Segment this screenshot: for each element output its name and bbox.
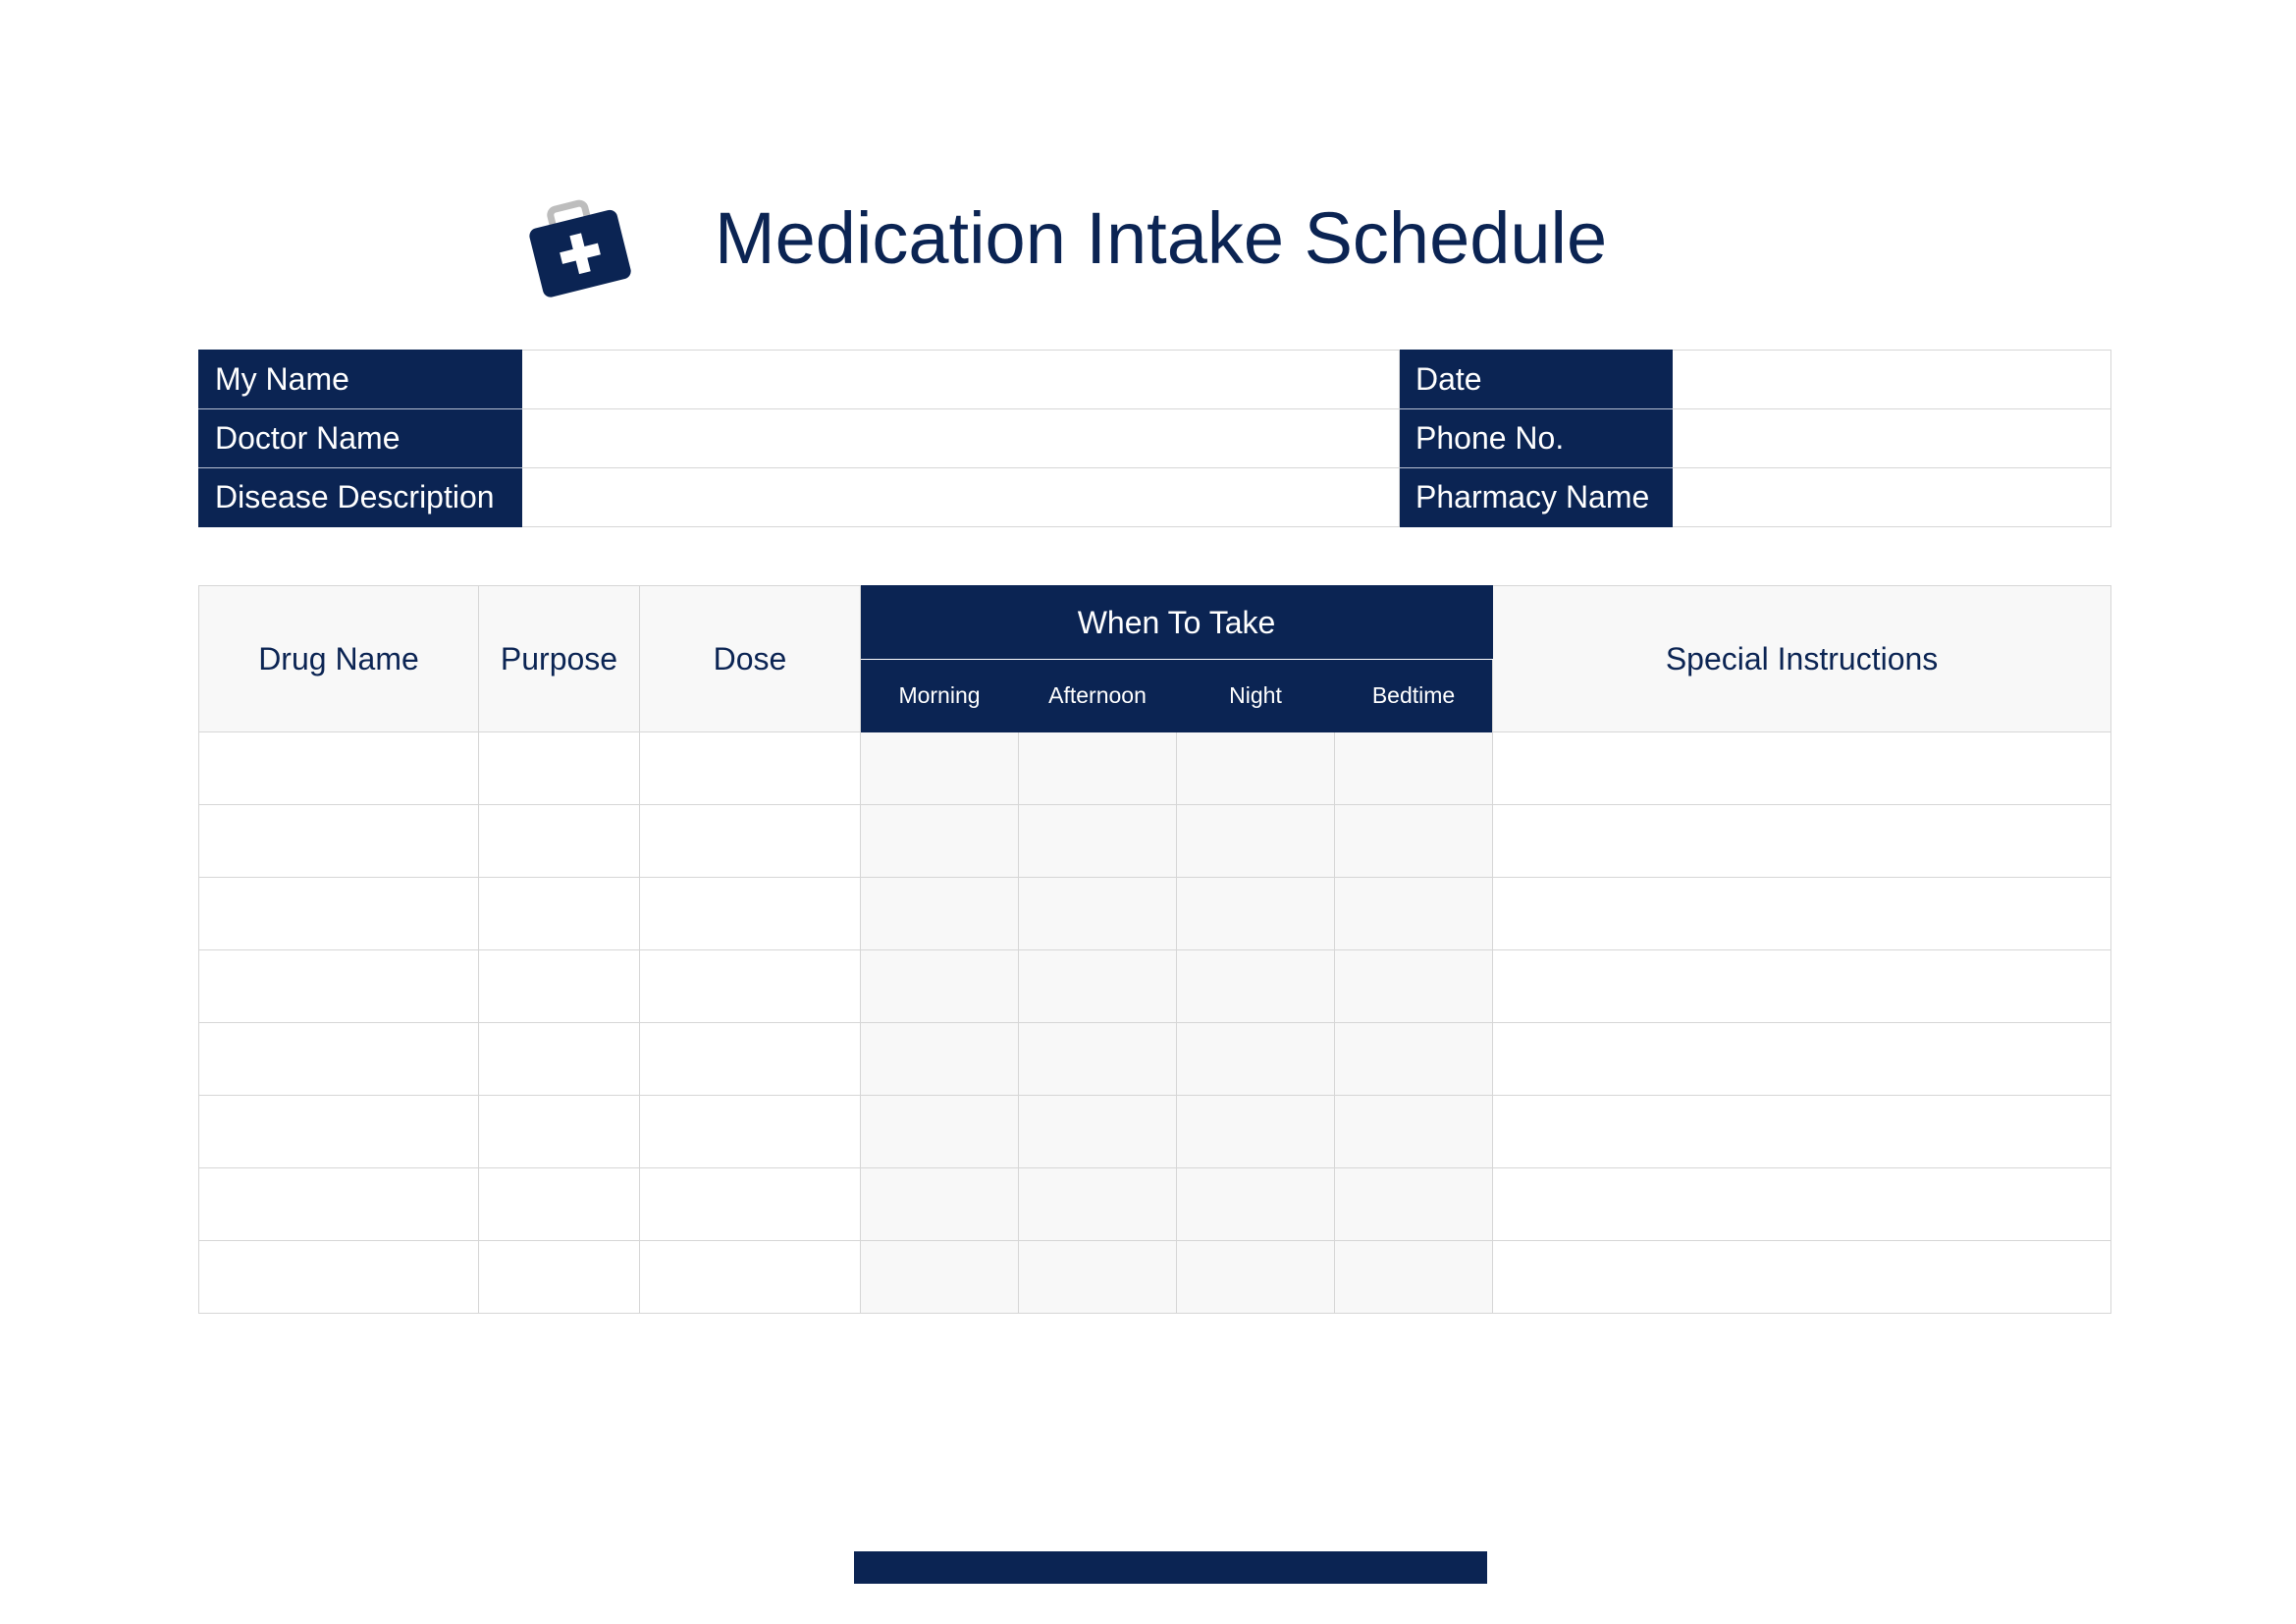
drug-name-cell[interactable] <box>199 805 479 878</box>
medication-schedule-table <box>198 585 2111 1314</box>
bedtime-cell[interactable] <box>1335 1241 1493 1314</box>
afternoon-cell[interactable] <box>1019 1241 1177 1314</box>
dose-cell[interactable] <box>640 950 861 1023</box>
morning-cell[interactable] <box>861 1168 1019 1241</box>
bedtime-cell[interactable] <box>1335 1096 1493 1168</box>
dose-header: Dose <box>640 586 861 732</box>
morning-cell[interactable] <box>861 805 1019 878</box>
table-row <box>199 878 2111 950</box>
drug-name-cell[interactable] <box>199 1241 479 1314</box>
table-row <box>199 1241 2111 1314</box>
doctor-name-label: Doctor Name <box>199 409 522 468</box>
phone-label: Phone No. <box>1400 409 1673 468</box>
dose-cell[interactable] <box>640 1241 861 1314</box>
purpose-cell[interactable] <box>479 732 640 805</box>
afternoon-cell[interactable] <box>1019 732 1177 805</box>
disease-description-label: Disease Description <box>199 468 522 527</box>
first-aid-kit-icon <box>527 196 635 304</box>
bedtime-header: Bedtime <box>1335 660 1493 732</box>
night-cell[interactable] <box>1177 732 1335 805</box>
night-cell[interactable] <box>1177 1168 1335 1241</box>
morning-cell[interactable] <box>861 1023 1019 1096</box>
purpose-cell[interactable] <box>479 1241 640 1314</box>
night-header: Night <box>1177 660 1335 732</box>
drug-name-cell[interactable] <box>199 1168 479 1241</box>
special-instructions-cell[interactable] <box>1493 1023 2111 1096</box>
night-cell[interactable] <box>1177 1023 1335 1096</box>
page-title: Medication Intake Schedule <box>715 197 1608 279</box>
afternoon-cell[interactable] <box>1019 805 1177 878</box>
night-cell[interactable] <box>1177 1241 1335 1314</box>
pharmacy-name-label: Pharmacy Name <box>1400 468 1673 527</box>
date-label: Date <box>1400 351 1673 409</box>
bedtime-cell[interactable] <box>1335 878 1493 950</box>
special-instructions-cell[interactable] <box>1493 950 2111 1023</box>
table-row <box>199 1168 2111 1241</box>
morning-cell[interactable] <box>861 1241 1019 1314</box>
table-row <box>199 732 2111 805</box>
my-name-label: My Name <box>199 351 522 409</box>
purpose-cell[interactable] <box>479 878 640 950</box>
drug-name-cell[interactable] <box>199 878 479 950</box>
dose-cell[interactable] <box>640 805 861 878</box>
afternoon-cell[interactable] <box>1019 950 1177 1023</box>
morning-cell[interactable] <box>861 878 1019 950</box>
special-instructions-header: Special Instructions <box>1493 586 2111 732</box>
info-row <box>199 409 2111 468</box>
date-field[interactable] <box>1673 351 2111 409</box>
special-instructions-cell[interactable] <box>1493 1096 2111 1168</box>
purpose-header: Purpose <box>479 586 640 732</box>
dose-cell[interactable] <box>640 1023 861 1096</box>
bedtime-cell[interactable] <box>1335 1168 1493 1241</box>
dose-cell[interactable] <box>640 1168 861 1241</box>
night-cell[interactable] <box>1177 878 1335 950</box>
afternoon-header: Afternoon <box>1019 660 1177 732</box>
special-instructions-cell[interactable] <box>1493 1168 2111 1241</box>
afternoon-cell[interactable] <box>1019 1096 1177 1168</box>
afternoon-cell[interactable] <box>1019 1023 1177 1096</box>
purpose-cell[interactable] <box>479 805 640 878</box>
bedtime-cell[interactable] <box>1335 732 1493 805</box>
purpose-cell[interactable] <box>479 1168 640 1241</box>
drug-name-cell[interactable] <box>199 1023 479 1096</box>
morning-cell[interactable] <box>861 1096 1019 1168</box>
purpose-cell[interactable] <box>479 1023 640 1096</box>
my-name-field[interactable] <box>522 351 1400 409</box>
special-instructions-cell[interactable] <box>1493 1241 2111 1314</box>
patient-info-table <box>198 350 2111 527</box>
drug-name-cell[interactable] <box>199 1096 479 1168</box>
morning-cell[interactable] <box>861 950 1019 1023</box>
drug-name-header: Drug Name <box>199 586 479 732</box>
special-instructions-cell[interactable] <box>1493 732 2111 805</box>
table-row <box>199 805 2111 878</box>
night-cell[interactable] <box>1177 805 1335 878</box>
night-cell[interactable] <box>1177 1096 1335 1168</box>
when-to-take-header: When To Take <box>861 586 1493 660</box>
disease-description-field[interactable] <box>522 468 1400 527</box>
night-cell[interactable] <box>1177 950 1335 1023</box>
morning-cell[interactable] <box>861 732 1019 805</box>
bedtime-cell[interactable] <box>1335 950 1493 1023</box>
footer-bar <box>854 1551 1487 1584</box>
table-row <box>199 1096 2111 1168</box>
drug-name-cell[interactable] <box>199 732 479 805</box>
doctor-name-field[interactable] <box>522 409 1400 468</box>
special-instructions-cell[interactable] <box>1493 878 2111 950</box>
bedtime-cell[interactable] <box>1335 805 1493 878</box>
morning-header: Morning <box>861 660 1019 732</box>
drug-name-cell[interactable] <box>199 950 479 1023</box>
table-row <box>199 1023 2111 1096</box>
pharmacy-name-field[interactable] <box>1673 468 2111 527</box>
table-row <box>199 950 2111 1023</box>
dose-cell[interactable] <box>640 878 861 950</box>
phone-field[interactable] <box>1673 409 2111 468</box>
dose-cell[interactable] <box>640 1096 861 1168</box>
bedtime-cell[interactable] <box>1335 1023 1493 1096</box>
purpose-cell[interactable] <box>479 1096 640 1168</box>
afternoon-cell[interactable] <box>1019 878 1177 950</box>
purpose-cell[interactable] <box>479 950 640 1023</box>
info-row <box>199 351 2111 409</box>
dose-cell[interactable] <box>640 732 861 805</box>
info-row <box>199 468 2111 527</box>
afternoon-cell[interactable] <box>1019 1168 1177 1241</box>
special-instructions-cell[interactable] <box>1493 805 2111 878</box>
